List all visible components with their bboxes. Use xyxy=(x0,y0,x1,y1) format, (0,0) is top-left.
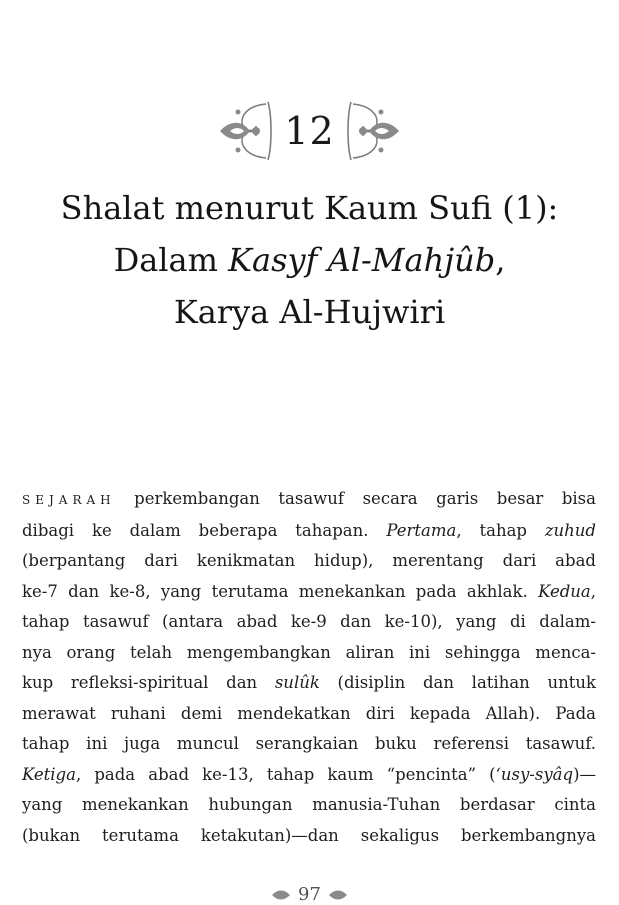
folio-ornament-right-icon xyxy=(327,888,349,902)
text-run: , tahap xyxy=(456,520,545,540)
italic-term: sulûk xyxy=(274,673,320,692)
body-paragraph xyxy=(22,484,596,851)
folio-ornament-left-icon xyxy=(270,888,292,902)
chapter-number: 12 xyxy=(284,109,335,153)
text-run: (disiplin dan latihan untuk xyxy=(319,673,596,692)
body-line xyxy=(22,668,596,699)
body-line xyxy=(22,760,596,791)
page-footer xyxy=(0,884,619,905)
title-line-2-suffix: , xyxy=(495,241,506,279)
body-line xyxy=(22,577,596,608)
body-line: tahap tasawuf (antara abad ke-9 dan ke-10), yang di dalam- xyxy=(22,612,596,631)
title-line-2-prefix: Dalam xyxy=(113,241,229,279)
title-line-2 xyxy=(0,234,619,286)
text-run: ke-7 dan ke-8, yang terutama menekankan pada akhlak. xyxy=(22,581,539,601)
ornament-right-icon xyxy=(341,98,403,164)
body-line: merawat ruhani demi mendekatkan diri kepada Allah). Pada xyxy=(22,703,596,723)
body-line xyxy=(22,516,596,547)
page-number: 97 xyxy=(298,884,321,905)
body-line xyxy=(22,484,596,516)
chapter-title xyxy=(0,182,619,338)
body-line: tahap ini juga muncul serangkaian buku referensi tasawuf. xyxy=(22,734,596,753)
body-line: yang menekankan hubungan manusia-Tuhan berdasar cinta xyxy=(22,795,596,814)
body-line: (berpantang dari kenikmatan hidup), merentang dari abad xyxy=(22,551,596,570)
text-run: dibagi ke dalam beberapa tahapan. xyxy=(22,520,387,540)
text-run: , xyxy=(590,581,596,601)
title-line-3: Karya Al-Hujwiri xyxy=(173,293,446,331)
opening-smallcaps: SEJARAH xyxy=(22,493,116,507)
ornament-left-icon xyxy=(216,98,278,164)
body-line: (bukan terutama ketakutan)—dan sekaligus berkembangnya xyxy=(22,825,596,845)
title-line-1: Shalat menurut Kaum Sufi (1): xyxy=(60,189,559,227)
text-run: kup refleksi-spiritual dan xyxy=(22,673,275,692)
chapter-heading xyxy=(0,98,619,164)
italic-term: ‘usy-syâq xyxy=(495,764,574,784)
text-run: perkembangan tasawuf secara garis besar bisa xyxy=(115,489,596,508)
text-run: )— xyxy=(573,764,596,784)
text-run: , pada abad ke-13, tahap kaum “pencinta” ( xyxy=(75,764,496,784)
italic-term: Kedua xyxy=(538,581,591,601)
title-book-name: Kasyf Al-Mahjûb xyxy=(228,241,496,279)
body-line: nya orang telah mengembangkan aliran ini sehingga menca- xyxy=(22,642,596,662)
italic-term: Ketiga xyxy=(22,764,76,784)
italic-term: Pertama xyxy=(386,520,457,540)
italic-term: zuhud xyxy=(544,520,596,540)
